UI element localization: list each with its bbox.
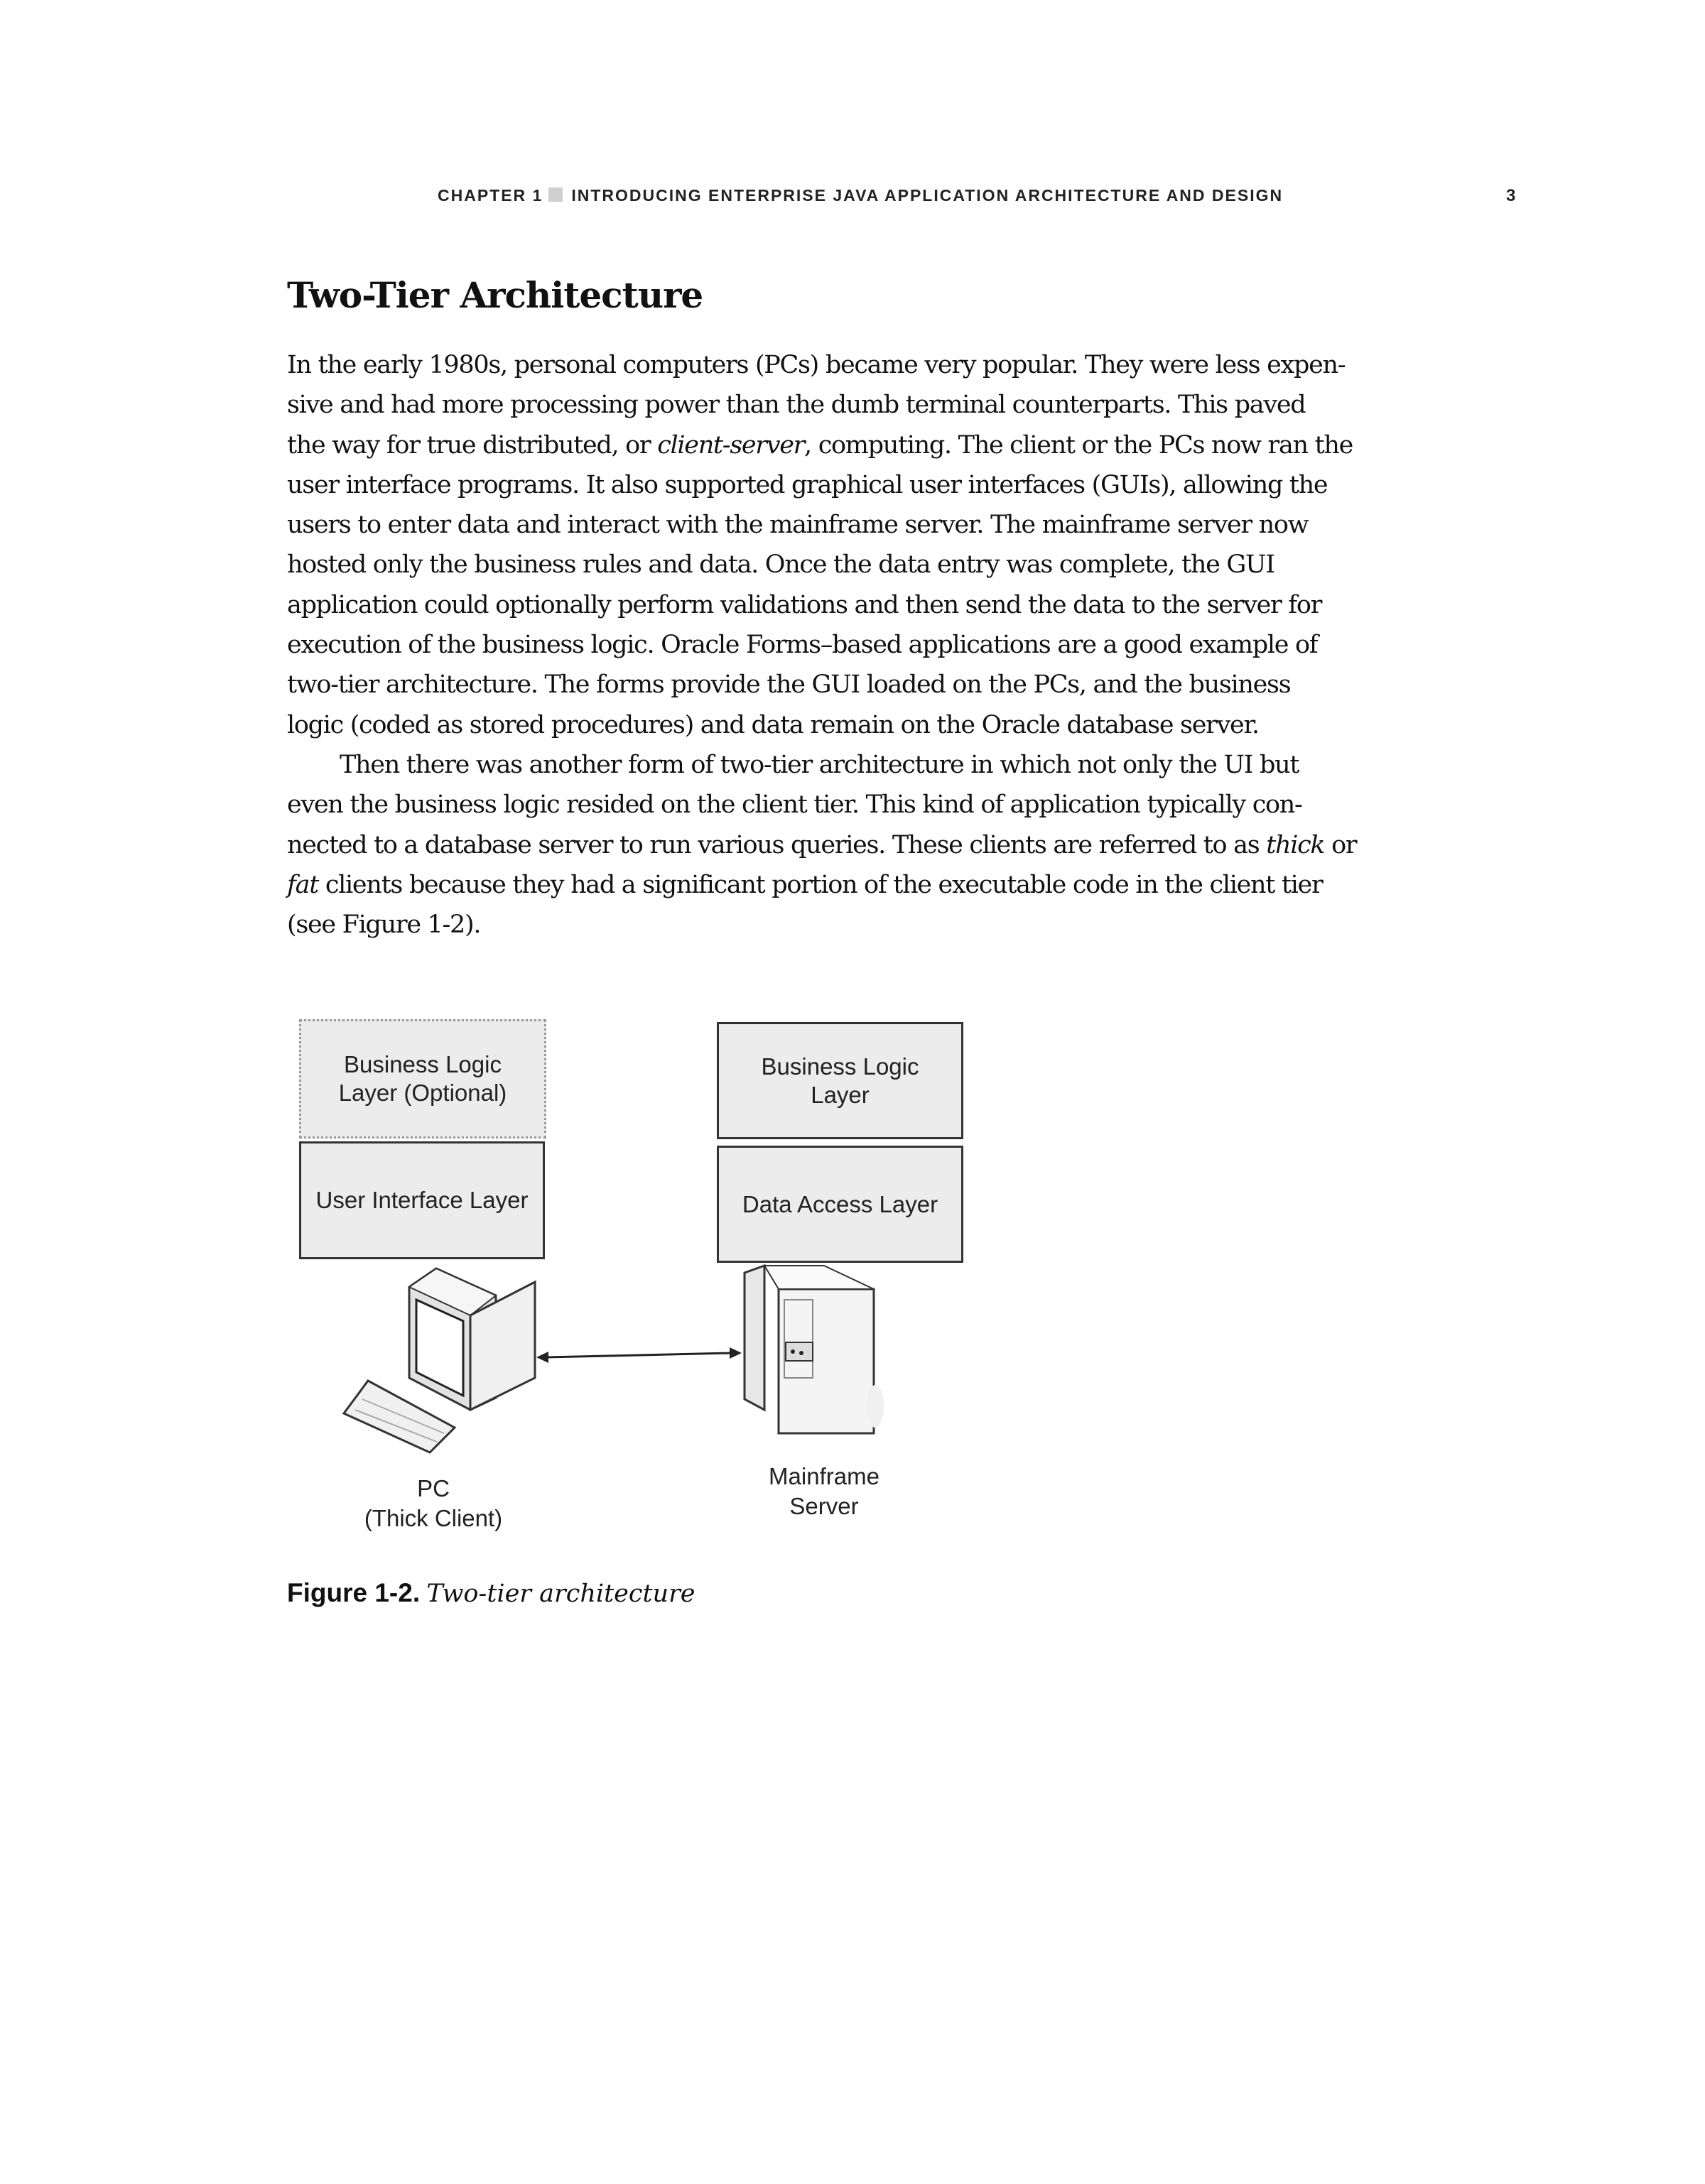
mainframe-label-line: Server [789, 1493, 859, 1519]
text-line [287, 865, 1424, 905]
server-business-logic-box [717, 1022, 963, 1139]
emphasis: client-server [657, 430, 805, 460]
emphasis: thick [1266, 830, 1325, 859]
pc-monitor-icon [409, 1268, 535, 1410]
header-separator [548, 188, 563, 202]
paragraph-1 [287, 345, 1424, 745]
mainframe-label-line: Mainframe [769, 1463, 879, 1489]
text-segment: the way for true distributed, or [287, 430, 658, 460]
text-line: Then there was another form of two-tier architecture in which not only the UI but [340, 750, 1299, 779]
pc-label [341, 1474, 526, 1533]
mainframe-server-icon [745, 1266, 884, 1433]
box-text: Data Access Layer [742, 1190, 938, 1217]
chapter-title: INTRODUCING ENTERPRISE JAVA APPLICATION ARCHITECTURE AND DESIGN [571, 186, 1284, 205]
text-line [287, 425, 1424, 465]
caption-text: Two-tier architecture [426, 1580, 695, 1608]
box-text: Business Logic [344, 1051, 502, 1077]
text-line: In the early 1980s, personal computers (PCs) became very popular. They were less expen- [287, 351, 1346, 379]
bidirectional-arrow [536, 1347, 742, 1363]
figure-caption [287, 1578, 695, 1609]
text-line [287, 825, 1424, 865]
mainframe-label [739, 1462, 909, 1521]
client-business-logic-box [299, 1019, 546, 1139]
page-number: 3 [1506, 186, 1516, 205]
text-line: two-tier architecture. The forms provide the GUI loaded on the PCs, and the business [287, 670, 1291, 700]
emphasis: fat [287, 870, 318, 899]
text-segment: nected to a database server to run various queries. These clients are referred to as [287, 830, 1267, 859]
text-line: execution of the business logic. Oracle Forms–based applications are a good example of [287, 631, 1318, 660]
text-line: application could optionally perform validations and then send the data to the server for [287, 590, 1322, 619]
box-text: Layer (Optional) [338, 1080, 507, 1106]
text-line: logic (coded as stored procedures) and data remain on the Oracle database server. [287, 710, 1259, 739]
data-access-layer-box [717, 1146, 963, 1263]
text-line: (see Figure 1-2). [287, 911, 481, 940]
paragraph-2 [287, 745, 1424, 945]
text-segment: or [1324, 830, 1357, 859]
text-line: even the business logic resided on the client tier. This kind of application typically con- [287, 791, 1302, 820]
figure-two-tier-diagram [284, 1009, 995, 1548]
pc-label-line: PC [417, 1475, 450, 1501]
text-segment: clients because they had a significant portion of the executable code in the client tier [318, 870, 1323, 899]
box-text: Layer [811, 1081, 870, 1108]
text-line: users to enter data and interact with the mainframe server. The mainframe server now [287, 511, 1309, 540]
box-text: Business Logic [761, 1053, 919, 1080]
text-line: sive and had more processing power than the dumb terminal counterparts. This paved [287, 391, 1306, 420]
text-line: hosted only the business rules and data. Once the data entry was complete, the GUI [287, 550, 1274, 580]
caption-label: Figure 1-2. [287, 1578, 421, 1607]
text-line: user interface programs. It also supported graphical user interfaces (GUIs), allowing the [287, 470, 1328, 499]
running-header [438, 186, 1283, 205]
chapter-label: CHAPTER 1 [438, 186, 543, 205]
pc-label-line: (Thick Client) [364, 1505, 503, 1531]
body-text [287, 345, 1424, 945]
user-interface-layer-box [299, 1141, 545, 1259]
box-text: User Interface Layer [315, 1187, 529, 1213]
text-segment: , computing. The client or the PCs now ran the [804, 430, 1353, 460]
section-title: Two-Tier Architecture [287, 274, 703, 316]
